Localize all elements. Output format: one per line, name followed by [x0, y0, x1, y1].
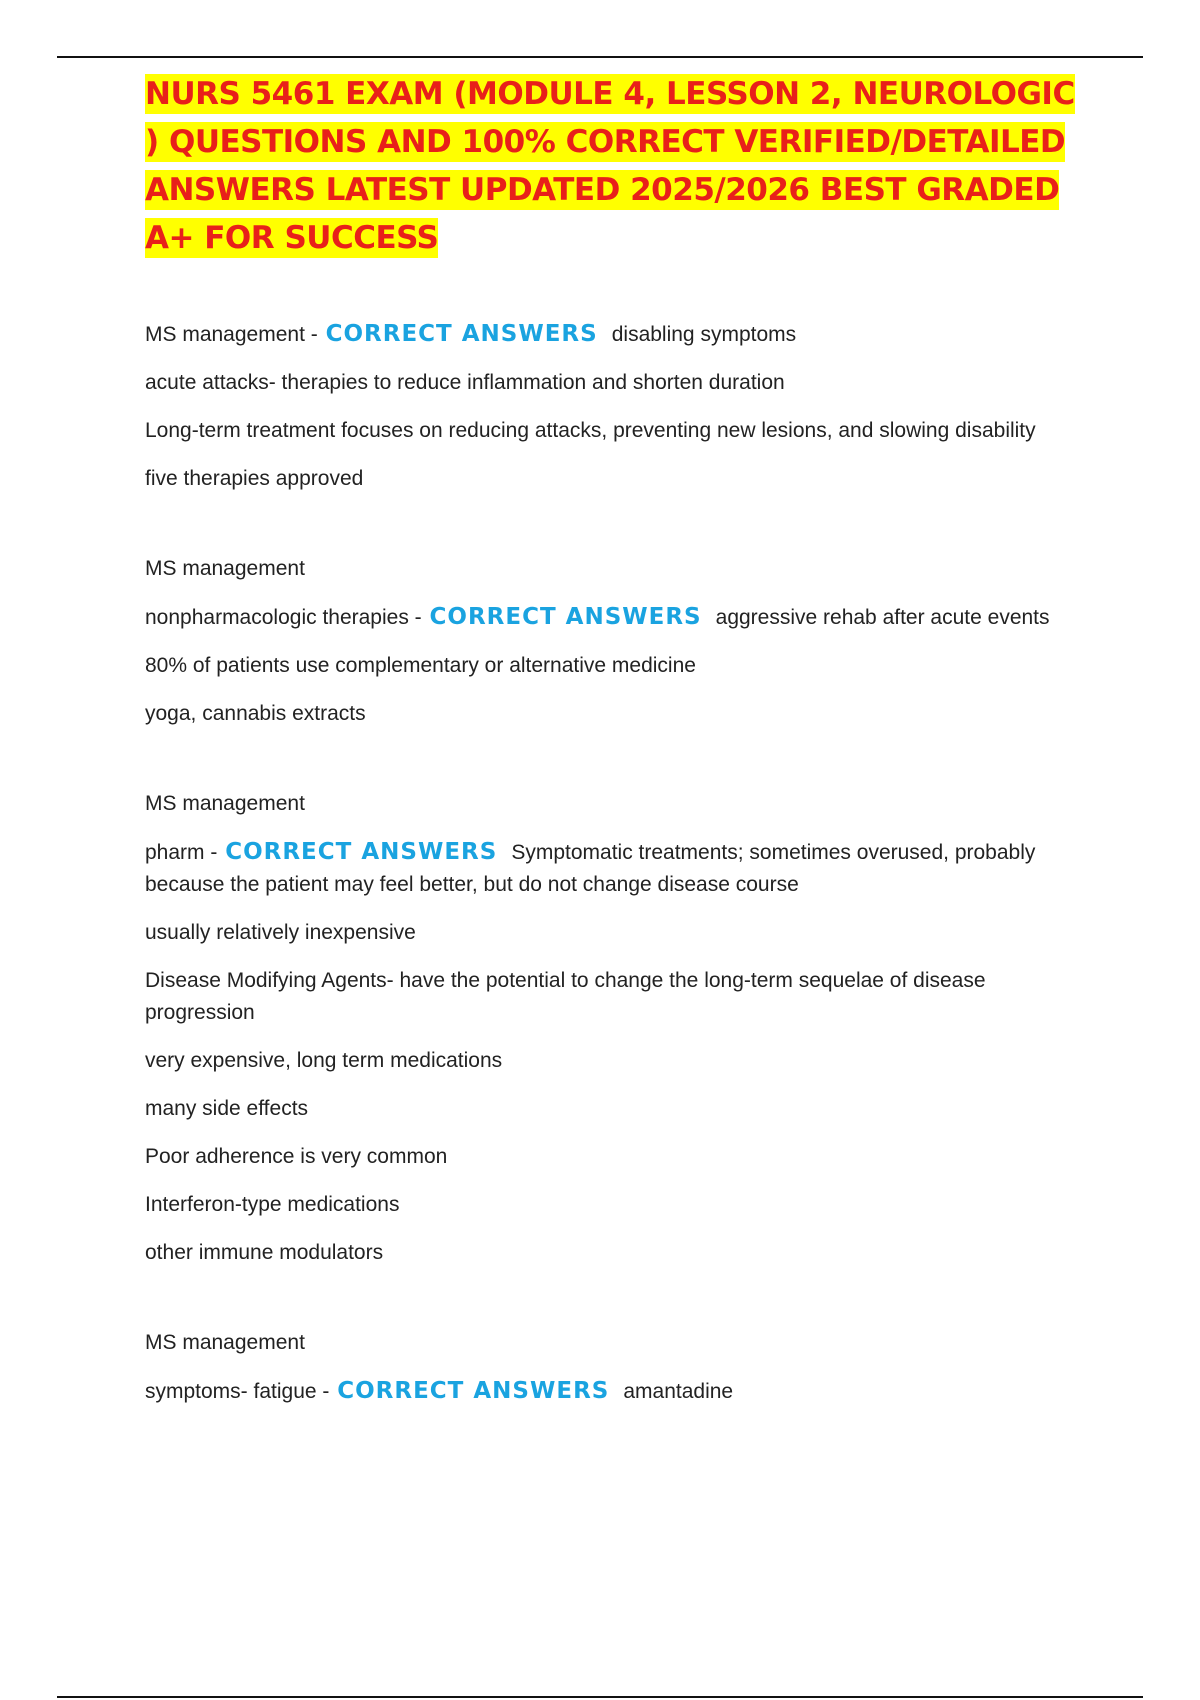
card-heading: MS management: [145, 557, 305, 580]
detail-line: acute attacks- therapies to reduce inflammation and shorten duration: [145, 371, 785, 394]
card-heading: MS management: [145, 1331, 305, 1354]
flashcard: [145, 318, 1085, 495]
detail-line: Poor adherence is very common: [145, 1145, 448, 1168]
question-separator: -: [408, 606, 428, 629]
detail-line: very expensive, long term medications: [145, 1049, 503, 1072]
answer-text: aggressive rehab after acute events: [715, 606, 1050, 629]
flashcard-list: [145, 318, 1085, 1408]
detail-line: yoga, cannabis extracts: [145, 702, 366, 725]
question-line: [145, 601, 1085, 634]
flashcard: [145, 1327, 1085, 1408]
document-body: [145, 70, 1085, 1466]
answer-text: disabling symptoms: [611, 323, 797, 346]
answer-text: amantadine: [623, 1380, 734, 1403]
question-separator: -: [304, 323, 324, 346]
detail-line: five therapies approved: [145, 467, 364, 490]
detail-line: 80% of patients use complementary or alternative medicine: [145, 654, 696, 677]
question-line: [145, 1375, 1085, 1408]
detail-line: other immune modulators: [145, 1241, 384, 1264]
correct-answers-label: CORRECT ANSWERS: [325, 321, 598, 347]
question-text: pharm: [145, 841, 205, 864]
detail-line: Interferon-type medications: [145, 1193, 400, 1216]
card-heading: MS management: [145, 792, 305, 815]
question-line: [145, 836, 1085, 901]
flashcard: [145, 553, 1085, 730]
detail-line: Long-term treatment focuses on reducing attacks, preventing new lesions, and slowing disability: [145, 419, 1036, 442]
question-separator: -: [316, 1380, 336, 1403]
detail-line: Disease Modifying Agents- have the potential to change the long-term sequelae of disease progression: [145, 969, 986, 1024]
detail-line: many side effects: [145, 1097, 309, 1120]
header-rule: [57, 56, 1143, 58]
question-line: [145, 318, 1085, 351]
question-text: nonpharmacologic therapies: [145, 606, 409, 629]
document-title-text: NURS 5461 EXAM (MODULE 4, LESSON 2, NEUROLOGIC ) QUESTIONS AND 100% CORRECT VERIFIED/DETAILED ANSWERS LATEST UPDATED 2025/2026 BEST GRADED A+ FOR SUCCESS: [145, 76, 1075, 256]
question-separator: -: [204, 841, 224, 864]
question-text: symptoms- fatigue: [145, 1380, 317, 1403]
document-title: [145, 70, 1085, 262]
correct-answers-label: CORRECT ANSWERS: [337, 1378, 610, 1404]
detail-line: usually relatively inexpensive: [145, 921, 416, 944]
correct-answers-label: CORRECT ANSWERS: [225, 839, 498, 865]
answer-text: Symptomatic treatments; sometimes overused, probably because the patient may feel better, but do not change disease course: [145, 841, 1036, 896]
correct-answers-label: CORRECT ANSWERS: [429, 604, 702, 630]
flashcard: [145, 788, 1085, 1269]
question-text: MS management: [145, 323, 305, 346]
footer-rule: [57, 1696, 1143, 1698]
